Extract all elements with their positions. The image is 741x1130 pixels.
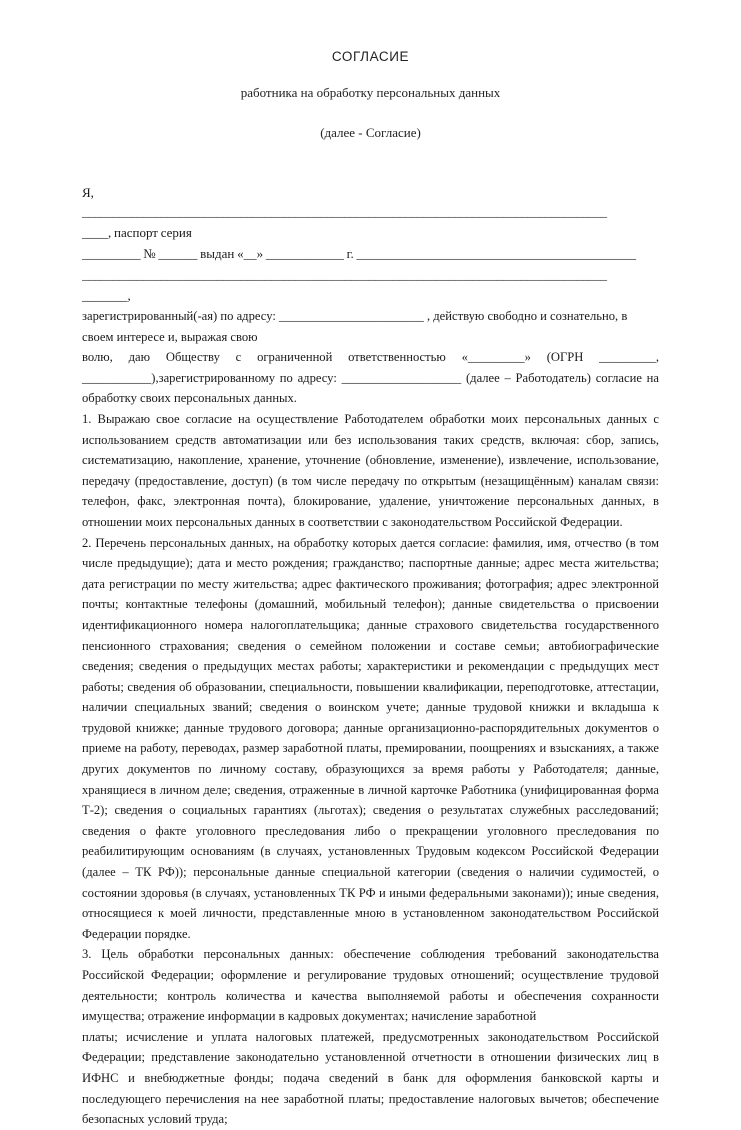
clause-2-paragraph: 2. Перечень персональных данных, на обработку которых дается согласие: фамилия, имя, отчество (в том числе предыдущие); дата и место рождения; гражданство; паспортные данные; адрес места жительства; дата регистрации по месту жительства; адрес фактического проживания; фотография; адрес электронной почты; контактные телефоны (домашний, мобильный телефон); данные свидетельства о присвоении идентификационного номера налогоплательщика; данные страхового свидетельства государственного пенсионного страхования; сведения о семейном положении и составе семьи; автобиографические сведения; сведения о предыдущих местах работы; характеристики и рекомендации с предыдущих мест работы; сведения об образовании, специальности, повышении квалификации, переподготовке, аттестации, наличии специальных званий; сведения о воинском учете; данные трудовой книжки и вкладыша к трудовой книжке; данные трудового договора; данные организационно-распорядительных документов о приеме на работу, переводах, размер заработной платы, премировании, поощрениях и взысканиях, а также других документов по личному составу, образующихся за время работы у Работодателя; данные, хранящиеся в личном деле; сведения, отраженные в личной карточке Работника (унифицированная форма Т-2); сведения о социальных гарантиях (льготах); сведения о результатах служебных расследований; сведения о факте уголовного преследования либо о прекращении уголовного преследования по реабилитирующим основаниям (в случаях, установленных Трудовым кодексом Российской Федерации (далее – ТК РФ)); персональные данные специальной категории (сведения о наличии судимостей, о состоянии здоровья (в случаях, установленных ТК РФ и иными федеральными законами)); иные сведения, относящиеся к моей личности, представленные мною в установленном законодательством Российской Федерации порядке. — [82, 535, 659, 941]
passport-details-field: _________ № ______ выдан «__» ____________ г. ___________________________________________ — [82, 246, 636, 261]
page-title: СОГЛАСИЕ — [331, 49, 410, 64]
declarant-label: Я, — [82, 185, 94, 200]
clause-1-paragraph: 1. Выражаю свое согласие на осуществление Работодателем обработки моих персональных данных с использованием средств автоматизации или без использования таких средств, включая: сбор, запись, систематизацию, накопление, хранение, уточнение (обновление, изменение), извлечение, использование, передачу (предоставление, доступ) (в том числе передачу по открытым (незащищённым) каналам связи: телефон, факс, электронная почта), блокирование, удаление, уничтожение персональных данных, в отношении моих персональных данных в соответствии с законодательством Российской Федерации. — [82, 411, 659, 529]
clause-3-paragraph-part-1: 3. Цель обработки персональных данных: обеспечение соблюдения требований законодательства Российской Федерации; оформление и регулирование трудовых отношений; осуществление трудовой деятельности; контроль количества и качества выполняемой работы и обеспечения сохранности имущества; отражение информации в кадровых документах; начисление заработной — [82, 947, 659, 1024]
registration-paragraph: зарегистрированный(-ая) по адресу: _______________________ , действую свободно и сознательно, в своем интересе и, выражая свою — [82, 309, 628, 344]
employer-paragraph: волю, даю Обществу с ограниченной ответственностью «_________» (ОГРН _________, ___________),зарегистрированному по адресу: ___________________ (далее – Работодатель) согласие на обработку своих персональных данных. — [82, 350, 659, 406]
document-subtitle: работника на обработку персональных данных — [240, 85, 501, 100]
document-alt-name: (далее - Согласие) — [320, 125, 421, 140]
passport-series-field: ____, паспорт серия — [82, 225, 192, 240]
fill-rule-short: _______, — [82, 288, 131, 303]
fill-rule-issuer: ______________________________________________________________________________________ — [82, 267, 607, 282]
clause-3-paragraph-part-2: платы; исчисление и уплата налоговых платежей, предусмотренных законодательством Российской Федерации; представление законодательно установленной отчетности в отношении физических лиц в ИФНС и внебюджетные фонды; подача сведений в банк для оформления банковской карты и последующего перечисления на нее заработной платы; предоставление налоговых вычетов; обеспечение безопасных условий труда; — [82, 1029, 659, 1127]
fill-rule-name: ______________________________________________________________________________________ — [82, 204, 607, 219]
